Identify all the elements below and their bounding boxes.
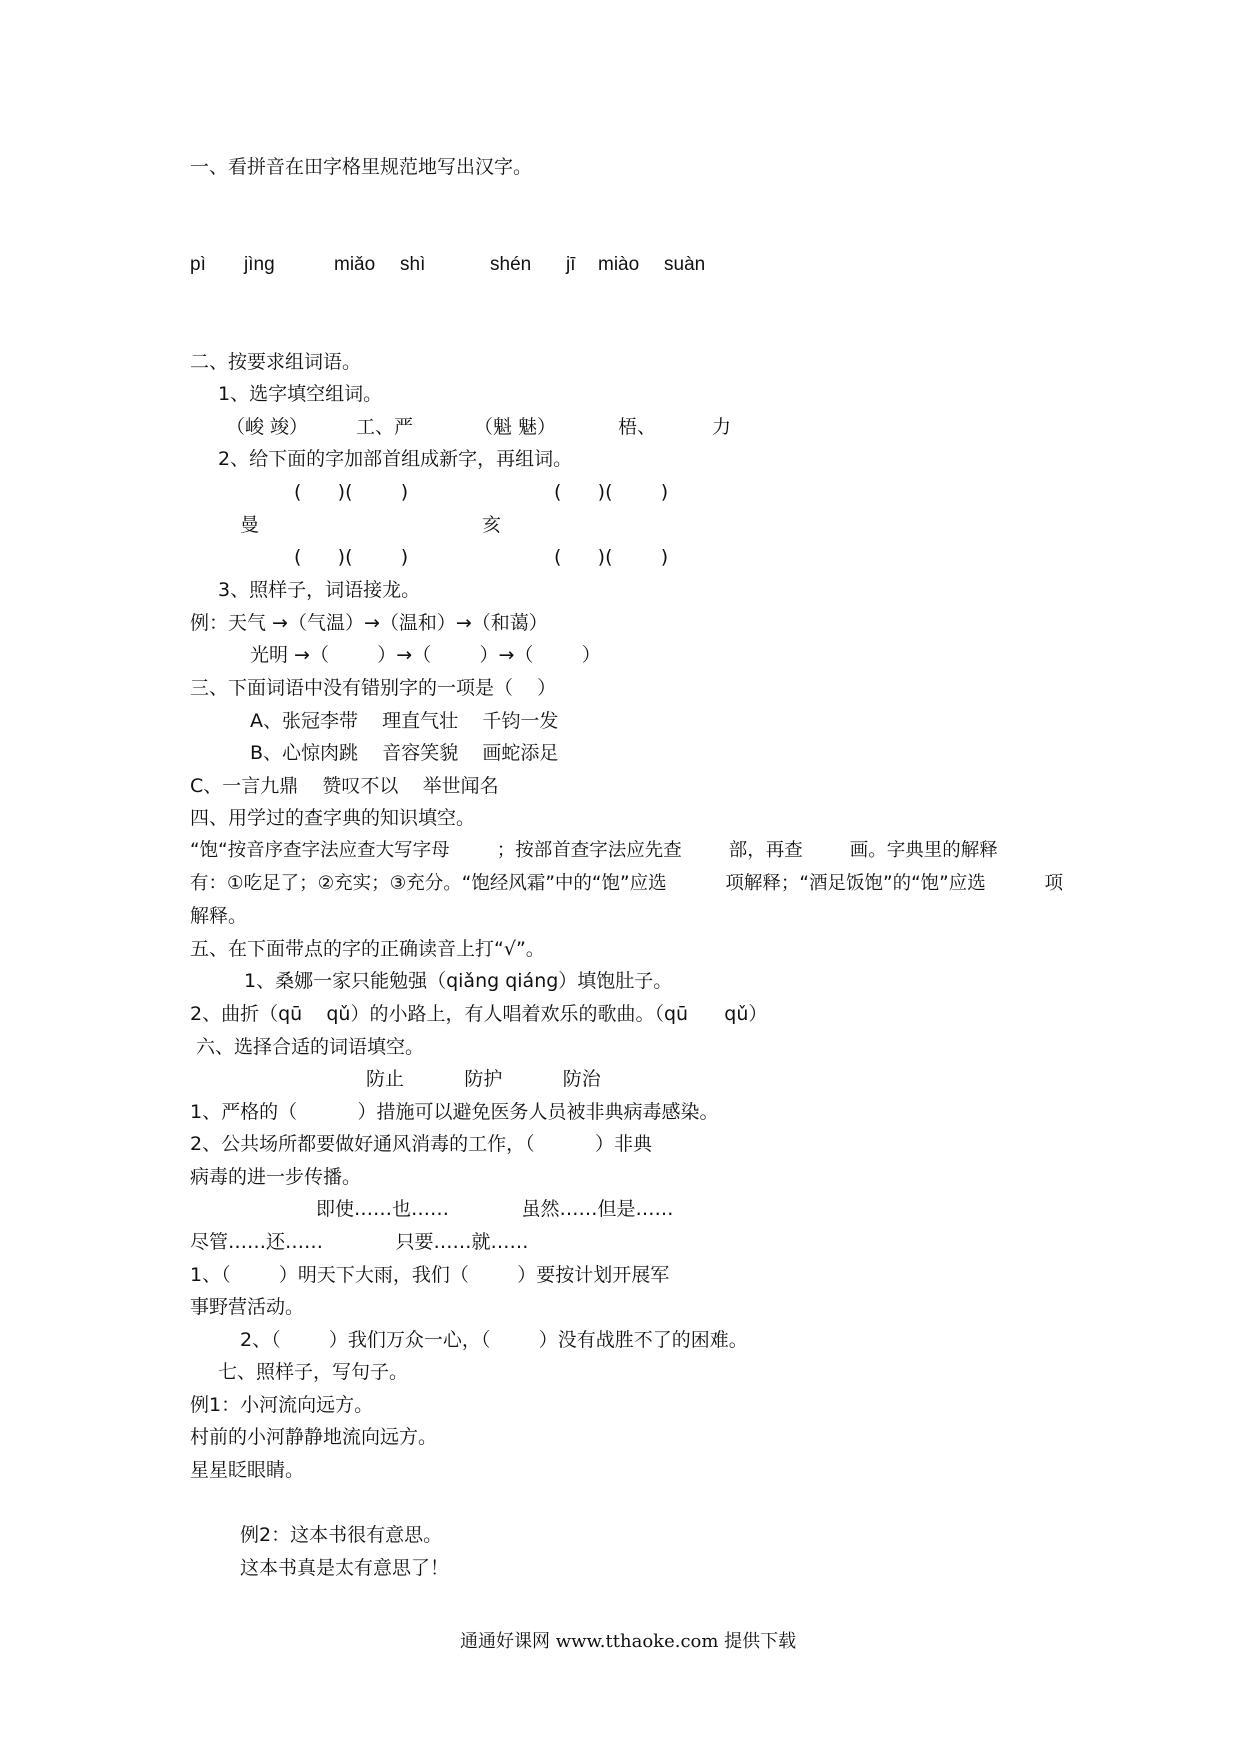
s2-q1-word-3: 力	[712, 416, 732, 438]
s2-q3-task: 光明 →（ ）→（ ）→（ ）	[250, 644, 601, 666]
s2-q1-word-2: 梧、	[618, 416, 657, 438]
s2-q2-char-1: 曼	[240, 514, 260, 536]
s6-line-2a: 2、公共场所都要做好通风消毒的工作，（ ）非典	[190, 1133, 652, 1155]
section-4-title: 四、用学过的查字典的知识填空。	[190, 807, 476, 829]
s2-q1-choice-2: （魁 魅）	[474, 416, 557, 438]
blank-pair-4: ( )( )	[554, 546, 669, 568]
blank-pair-2: ( )( )	[554, 481, 669, 503]
section-1-title: 一、看拼音在田字格里规范地写出汉字。	[190, 156, 533, 178]
s6-line-4: 2、（ ）我们万众一心，（ ）没有战胜不了的困难。	[240, 1329, 748, 1351]
section-7-title: 七、照样子，写句子。	[218, 1361, 409, 1383]
s4-paragraph-line-3: 解释。	[190, 905, 248, 927]
s6-word-bank-1: 防止 防护 防治	[366, 1068, 601, 1090]
s7-task-1: 星星眨眼睛。	[190, 1459, 305, 1481]
blank-pair-3: ( )( )	[294, 546, 409, 568]
section-3-title: 三、下面词语中没有错别字的一项是（ ）	[190, 677, 557, 699]
s6-line-2b: 病毒的进一步传播。	[190, 1166, 362, 1188]
s2-q2-char-2: 亥	[482, 514, 502, 536]
s3-option-a: A、张冠李带 理直气壮 千钧一发	[250, 710, 559, 732]
page-footer: 通通好课网 www.tthaoke.com 提供下载	[460, 1631, 797, 1652]
pinyin-6: jī	[566, 254, 576, 275]
section-2-title: 二、按要求组词语。	[190, 351, 362, 373]
pinyin-8: suàn	[664, 254, 706, 275]
s3-option-b: B、心惊肉跳 音容笑貌 画蛇添足	[250, 742, 559, 764]
s2-q3-example: 例：天气 →（气温）→（温和）→（和蔼）	[190, 612, 548, 634]
s2-q3-title: 3、照样子，词语接龙。	[218, 579, 421, 601]
s5-line-1: 1、桑娜一家只能勉强（qiǎng qiáng）填饱肚子。	[244, 970, 673, 992]
s7-example-2: 例2：这本书很有意思。	[240, 1524, 443, 1546]
pinyin-4: shì	[400, 254, 426, 275]
blank-pair-1: ( )( )	[294, 481, 409, 503]
s7-example-1-answer: 村前的小河静静地流向远方。	[190, 1426, 438, 1448]
pinyin-2: jìng	[244, 254, 275, 275]
pinyin-3: miǎo	[334, 254, 376, 275]
s2-q1-word-1: 工、严	[356, 416, 414, 438]
pinyin-5: shén	[490, 254, 532, 275]
pinyin-1: pì	[190, 254, 206, 275]
s6-line-3a: 1、（ ）明天下大雨，我们（ ）要按计划开展军	[190, 1264, 670, 1286]
s2-q2-title: 2、给下面的字加部首组成新字，再组词。	[218, 448, 573, 470]
pinyin-7: miào	[598, 254, 640, 275]
s3-option-c: C、一言九鼎 赞叹不以 举世闻名	[190, 775, 499, 797]
s7-example-2-answer: 这本书真是太有意思了！	[240, 1557, 450, 1579]
section-6-title: 六、选择合适的词语填空。	[196, 1036, 425, 1058]
s6-line-1: 1、严格的（ ）措施可以避免医务人员被非典病毒感染。	[190, 1101, 719, 1123]
s6-word-bank-2a: 即使……也…… 虽然……但是……	[316, 1198, 674, 1220]
s5-line-2: 2、曲折（qū qǔ）的小路上，有人唱着欢乐的歌曲。（qū qǔ）	[190, 1003, 768, 1025]
section-5-title: 五、在下面带点的字的正确读音上打“√”。	[190, 938, 545, 960]
s2-q1-title: 1、选字填空组词。	[218, 383, 383, 405]
s2-q1-choice-1: （峻 竣）	[226, 416, 309, 438]
s6-line-3b: 事野营活动。	[190, 1296, 305, 1318]
s4-paragraph-line-2: 有：①吃足了；②充实；③充分。“饱经风霜”中的“饱”应选 项解释；“酒足饭饱”的“饱”应选 项	[190, 873, 1064, 894]
s7-example-1: 例1：小河流向远方。	[190, 1394, 374, 1416]
s4-paragraph-line-1: “饱“按音序查字法应查大写字母 ；按部首查字法应先查 部，再查 画。字典里的解释	[190, 840, 998, 861]
s6-word-bank-2b: 尽管……还…… 只要……就……	[190, 1231, 529, 1253]
